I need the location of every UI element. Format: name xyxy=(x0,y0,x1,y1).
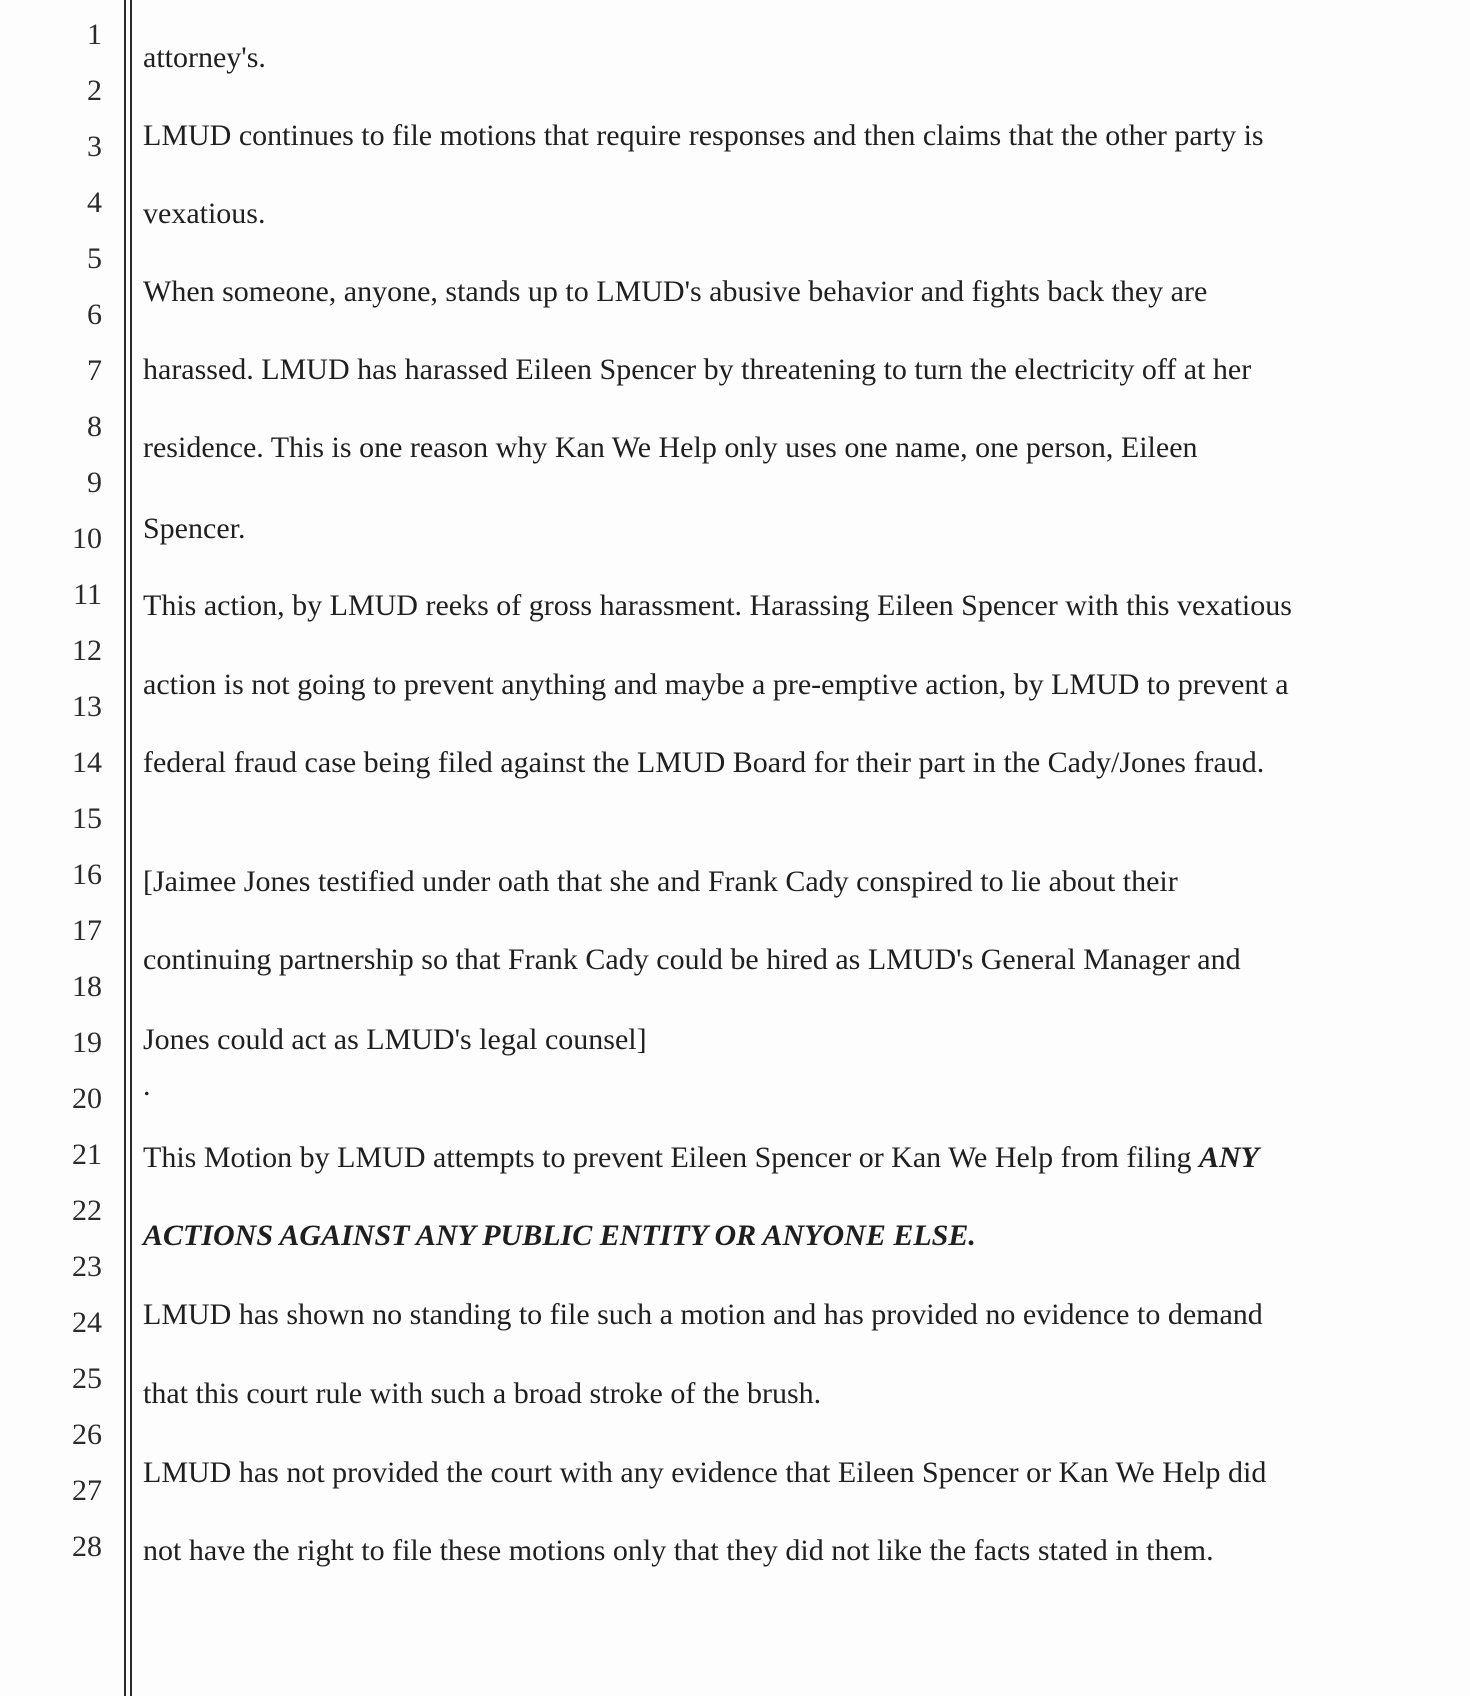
line-number-14: 14 xyxy=(72,746,102,779)
text-line xyxy=(143,1140,1259,1176)
line-number-18: 18 xyxy=(72,970,102,1003)
text-line: When someone, anyone, stands up to LMUD's abusive behavior and fights back they are xyxy=(143,275,1208,308)
line-number-27: 27 xyxy=(72,1474,102,1507)
text-line: action is not going to prevent anything and maybe a pre-emptive action, by LMUD to prevent a xyxy=(143,668,1289,701)
text-line: harassed. LMUD has harassed Eileen Spencer by threatening to turn the electricity off at her xyxy=(143,353,1252,386)
line-number-22: 22 xyxy=(72,1194,102,1227)
text-line: LMUD has not provided the court with any evidence that Eileen Spencer or Kan We Help did xyxy=(143,1456,1267,1489)
line-number-24: 24 xyxy=(72,1306,102,1339)
text-line: LMUD has shown no standing to file such a motion and has provided no evidence to demand xyxy=(143,1298,1263,1331)
line-number-13: 13 xyxy=(72,690,102,723)
line-number-20: 20 xyxy=(72,1082,102,1115)
margin-rule-left xyxy=(124,0,126,1696)
line-number-17: 17 xyxy=(72,914,102,947)
text-line: that this court rule with such a broad stroke of the brush. xyxy=(143,1377,822,1410)
text-line: This action, by LMUD reeks of gross harassment. Harassing Eileen Spencer with this vexatious xyxy=(143,589,1292,622)
line-number-10: 10 xyxy=(72,522,102,555)
line-number-28: 28 xyxy=(72,1530,102,1563)
line-number-23: 23 xyxy=(72,1250,102,1283)
text-line: Spencer. xyxy=(143,512,246,545)
line-number-15: 15 xyxy=(72,802,102,835)
line-number-11: 11 xyxy=(73,578,102,611)
line-number-26: 26 xyxy=(72,1418,102,1451)
text-line: not have the right to file these motions only that they did not like the facts stated in them. xyxy=(143,1534,1214,1567)
text-line: vexatious. xyxy=(143,197,266,230)
text-line: attorney's. xyxy=(143,41,266,74)
line-number-7: 7 xyxy=(87,354,102,387)
text-line: residence. This is one reason why Kan We Help only uses one name, one person, Eileen xyxy=(143,431,1198,464)
line-number-5: 5 xyxy=(87,242,102,275)
line-number-16: 16 xyxy=(72,858,102,891)
line-number-8: 8 xyxy=(87,410,102,443)
margin-rule-right xyxy=(130,0,132,1696)
line-number-21: 21 xyxy=(72,1138,102,1171)
text-line: Jones could act as LMUD's legal counsel] xyxy=(143,1023,647,1056)
text-line: [Jaimee Jones testified under oath that she and Frank Cady conspired to lie about their xyxy=(143,865,1178,898)
line-number-25: 25 xyxy=(72,1362,102,1395)
line-number-2: 2 xyxy=(87,74,102,107)
line-number-4: 4 xyxy=(87,186,102,219)
text-line-lead: This Motion by LMUD attempts to prevent Eileen Spencer or Kan We Help from filing xyxy=(143,1141,1199,1174)
text-line: . xyxy=(143,1069,151,1102)
text-line: continuing partnership so that Frank Cady could be hired as LMUD's General Manager and xyxy=(143,943,1241,976)
line-number-9: 9 xyxy=(87,466,102,499)
line-number-12: 12 xyxy=(72,634,102,667)
emphasized-text: ANY xyxy=(1198,1141,1259,1174)
line-number-19: 19 xyxy=(72,1026,102,1059)
emphasized-text-line: ACTIONS AGAINST ANY PUBLIC ENTITY OR ANYONE ELSE. xyxy=(143,1219,976,1252)
line-number-1: 1 xyxy=(87,18,102,51)
line-number-3: 3 xyxy=(87,130,102,163)
text-line: LMUD continues to file motions that require responses and then claims that the other party is xyxy=(143,119,1264,152)
line-number-6: 6 xyxy=(87,298,102,331)
text-line: federal fraud case being filed against the LMUD Board for their part in the Cady/Jones fraud. xyxy=(143,746,1265,779)
